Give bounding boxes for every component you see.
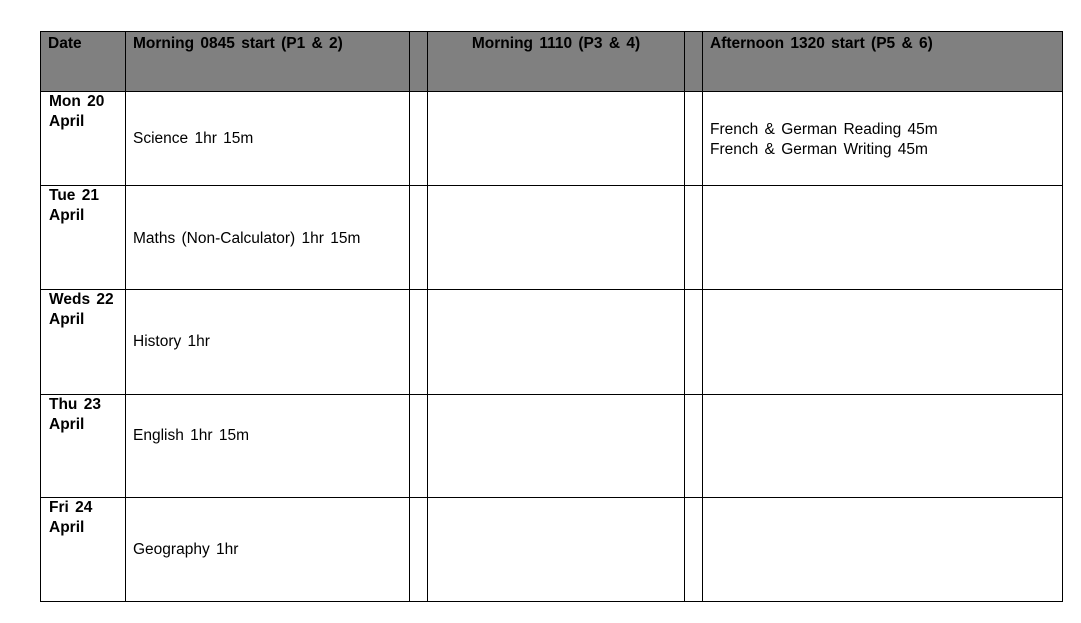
header-morning-0845: Morning 0845 start (P1 & 2) [126,32,410,92]
morning-0845-cell: History 1hr [126,290,410,395]
header-date: Date [41,32,126,92]
date-day: Fri 24 [49,499,93,516]
date-cell [41,498,126,602]
date-month: April [49,113,85,130]
afternoon-exam: French & German Writing 45m [710,141,928,158]
gap-cell [685,92,703,186]
gap-cell [685,498,703,602]
header-morning-1110: Morning 1110 (P3 & 4) [428,32,685,92]
gap-cell [410,395,428,498]
morning-1110-cell [428,498,685,602]
header-gap [410,32,428,92]
morning-0845-cell: English 1hr 15m [126,395,410,498]
date-day: Thu 23 [49,396,101,413]
gap-cell [685,290,703,395]
afternoon-1320-cell [703,498,1063,602]
date-cell [41,92,126,186]
table-row [41,395,1063,498]
date-day: Mon 20 [49,93,105,110]
gap-cell [410,92,428,186]
gap-cell [410,186,428,290]
gap-cell [685,395,703,498]
morning-1110-cell [428,92,685,186]
table-row [41,290,1063,395]
gap-cell [410,498,428,602]
afternoon-1320-cell [703,92,1063,186]
table-row [41,92,1063,186]
header-row [41,32,1063,92]
header-gap [685,32,703,92]
morning-1110-cell [428,186,685,290]
header-afternoon-1320: Afternoon 1320 start (P5 & 6) [703,32,1063,92]
afternoon-exam: French & German Reading 45m [710,121,938,138]
gap-cell [685,186,703,290]
morning-0845-cell: Science 1hr 15m [126,92,410,186]
gap-cell [410,290,428,395]
date-month: April [49,311,85,328]
date-day: Tue 21 [49,187,99,204]
morning-1110-cell [428,395,685,498]
date-month: April [49,207,85,224]
date-cell [41,395,126,498]
date-month: April [49,416,85,433]
morning-1110-cell [428,290,685,395]
date-cell [41,290,126,395]
afternoon-1320-cell [703,290,1063,395]
table-row [41,498,1063,602]
afternoon-1320-cell [703,395,1063,498]
afternoon-1320-cell [703,186,1063,290]
date-cell [41,186,126,290]
morning-0845-cell: Geography 1hr [126,498,410,602]
table-row [41,186,1063,290]
date-month: April [49,519,85,536]
morning-0845-cell: Maths (Non-Calculator) 1hr 15m [126,186,410,290]
exam-timetable [40,31,1063,602]
date-day: Weds 22 [49,291,114,308]
